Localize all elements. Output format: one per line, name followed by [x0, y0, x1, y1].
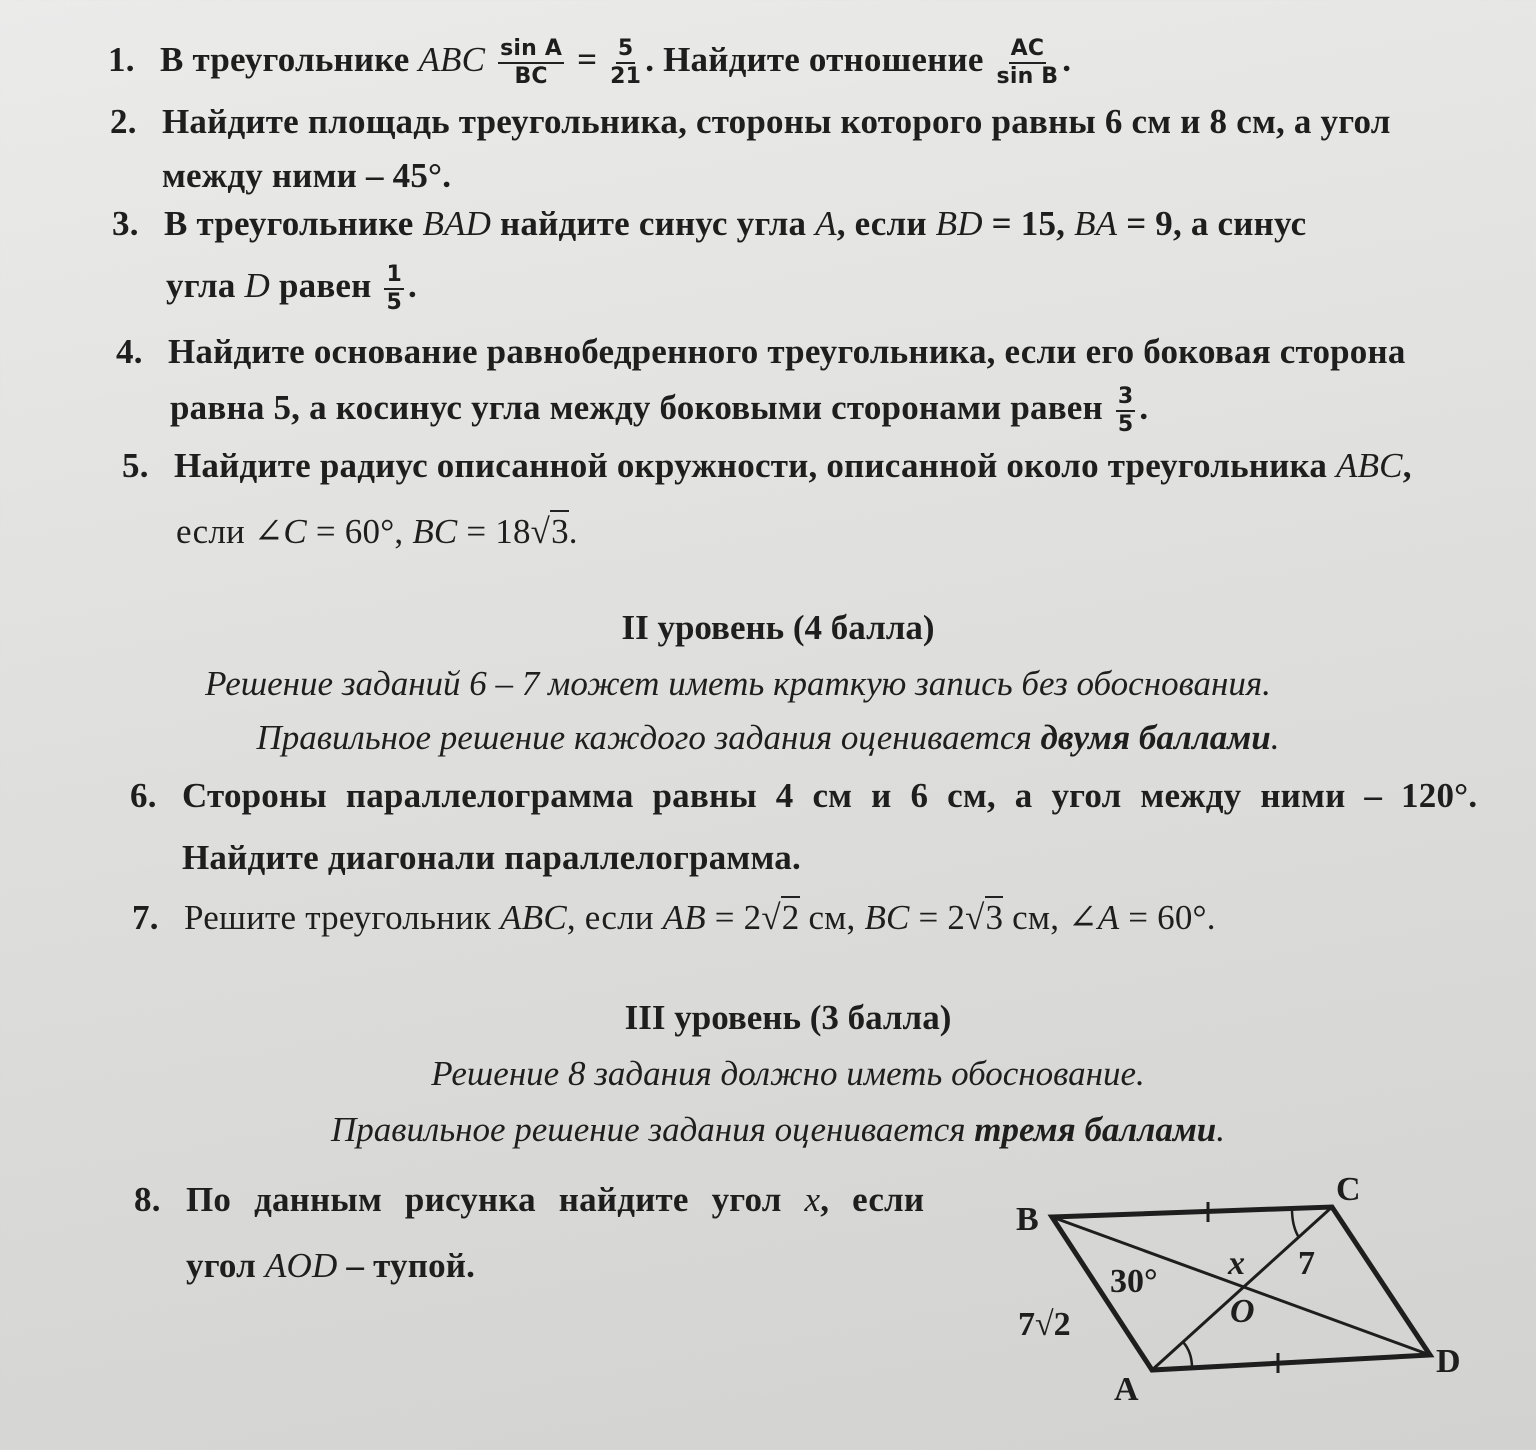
angle-arc-c	[1292, 1209, 1298, 1236]
text: если ∠	[176, 512, 284, 551]
text: D	[244, 266, 270, 306]
text: В треугольнике	[160, 40, 419, 80]
text: см, ∠	[1003, 898, 1098, 937]
text: По данным рисунка найдите угол	[186, 1180, 805, 1219]
text: = 18√	[457, 512, 551, 551]
text: = 60°,	[306, 512, 413, 551]
text: , если	[566, 898, 663, 937]
text: BAD	[422, 204, 492, 243]
text: , если	[820, 1180, 925, 1219]
text: найдите синус угла	[491, 204, 816, 243]
text: .	[407, 266, 417, 306]
text: двумя баллами	[1040, 718, 1271, 757]
text: 2	[781, 898, 800, 937]
task-2-line-2: между ними – 45°.	[162, 156, 452, 195]
numerator: 3	[1116, 384, 1136, 412]
text: = 2√	[909, 898, 985, 937]
task-number: 7.	[132, 898, 159, 937]
text: Правильное решение задания оценивается	[330, 1110, 975, 1149]
text: 3	[985, 898, 1004, 937]
text: В треугольнике	[164, 204, 423, 243]
vertex-b-label: B	[1016, 1201, 1039, 1238]
text: BD	[935, 204, 983, 243]
denominator: 5	[386, 290, 402, 315]
task-number: 1.	[108, 40, 135, 80]
side-ab-label: 7√2	[1018, 1306, 1071, 1343]
text: BA	[1074, 204, 1118, 243]
text: .	[1216, 1110, 1226, 1149]
text: равна 5, а косинус угла между боковыми сторонами равен	[170, 388, 1112, 428]
text: тремя баллами	[974, 1110, 1217, 1149]
level-2-note: Решение заданий 6 – 7 может иметь краткую запись без обоснования.	[205, 664, 1271, 703]
level-3-heading: III уровень (3 балла)	[624, 998, 952, 1037]
text: .	[568, 512, 578, 551]
text: ,	[1402, 446, 1412, 485]
angle-30-label: 30°	[1110, 1263, 1158, 1300]
text: BC	[412, 512, 458, 551]
text: 3	[551, 512, 569, 551]
task-number: 2.	[110, 102, 137, 141]
denominator: 5	[1117, 412, 1134, 437]
text: AOD	[264, 1246, 338, 1285]
text: , если	[836, 204, 936, 243]
text: BC	[864, 898, 910, 937]
task-number: 6.	[130, 776, 157, 815]
level-3-note: Решение 8 задания должно иметь обоснование.	[431, 1054, 1145, 1093]
task-number: 4.	[116, 332, 143, 371]
text: – тупой.	[337, 1246, 476, 1285]
task-number: 5.	[122, 446, 149, 485]
text: C	[283, 512, 307, 551]
text: x	[804, 1180, 821, 1219]
text: см,	[799, 898, 865, 937]
diagonal-bd	[1052, 1217, 1430, 1355]
vertex-a-label: A	[1114, 1371, 1139, 1408]
level-2-heading: II уровень (4 балла)	[621, 608, 935, 647]
numerator: AC	[1009, 36, 1047, 64]
diagonal-ac	[1152, 1207, 1332, 1370]
text: Решите треугольник	[184, 898, 501, 937]
text: Найдите основание равнобедренного треугольника, если его боковая сторона	[168, 332, 1406, 371]
text: Правильное решение каждого задания оценивается	[256, 718, 1041, 757]
segment-co-label: 7	[1298, 1245, 1315, 1282]
denominator: 21	[610, 64, 642, 89]
angle-x-label: x	[1228, 1245, 1245, 1282]
text: ABC	[1336, 446, 1403, 485]
text: Найдите радиус описанной окружности, описанной около треугольника	[174, 446, 1337, 485]
vertex-d-label: D	[1436, 1343, 1461, 1380]
task-number: 3.	[112, 204, 139, 243]
vertex-c-label: C	[1336, 1171, 1361, 1208]
text: угла	[166, 266, 245, 306]
text: .	[1270, 718, 1280, 757]
text: =	[568, 40, 607, 80]
text: = 60°.	[1119, 898, 1216, 937]
text: = 15,	[982, 204, 1075, 243]
angle-arc-a	[1183, 1342, 1192, 1368]
text: .	[1062, 40, 1072, 80]
text: . Найдите отношение	[645, 40, 993, 80]
numerator: 1	[384, 262, 404, 290]
text: .	[1139, 388, 1149, 428]
text: = 9, а синус	[1117, 204, 1307, 243]
text: ABC	[500, 898, 567, 937]
text: AB	[662, 898, 706, 937]
point-o-label: O	[1230, 1293, 1255, 1330]
denominator: sin B	[996, 64, 1059, 89]
text: A	[815, 204, 837, 243]
numerator: 5	[616, 36, 636, 64]
task-number: 8.	[134, 1180, 161, 1219]
denominator: BC	[514, 64, 548, 89]
text: ABC	[418, 40, 486, 80]
text: Стороны параллелограмма равны 4 см и 6 см, а угол между ними – 120°.	[182, 776, 1478, 815]
task-6-line-2: Найдите диагонали параллелограмма.	[182, 838, 801, 877]
text: = 2√	[705, 898, 781, 937]
text: A	[1097, 898, 1120, 937]
text: угол	[186, 1246, 265, 1285]
numerator: sin A	[498, 36, 564, 64]
text: равен	[270, 266, 381, 306]
text: Найдите площадь треугольника, стороны которого равны 6 см и 8 см, а угол	[162, 102, 1391, 141]
